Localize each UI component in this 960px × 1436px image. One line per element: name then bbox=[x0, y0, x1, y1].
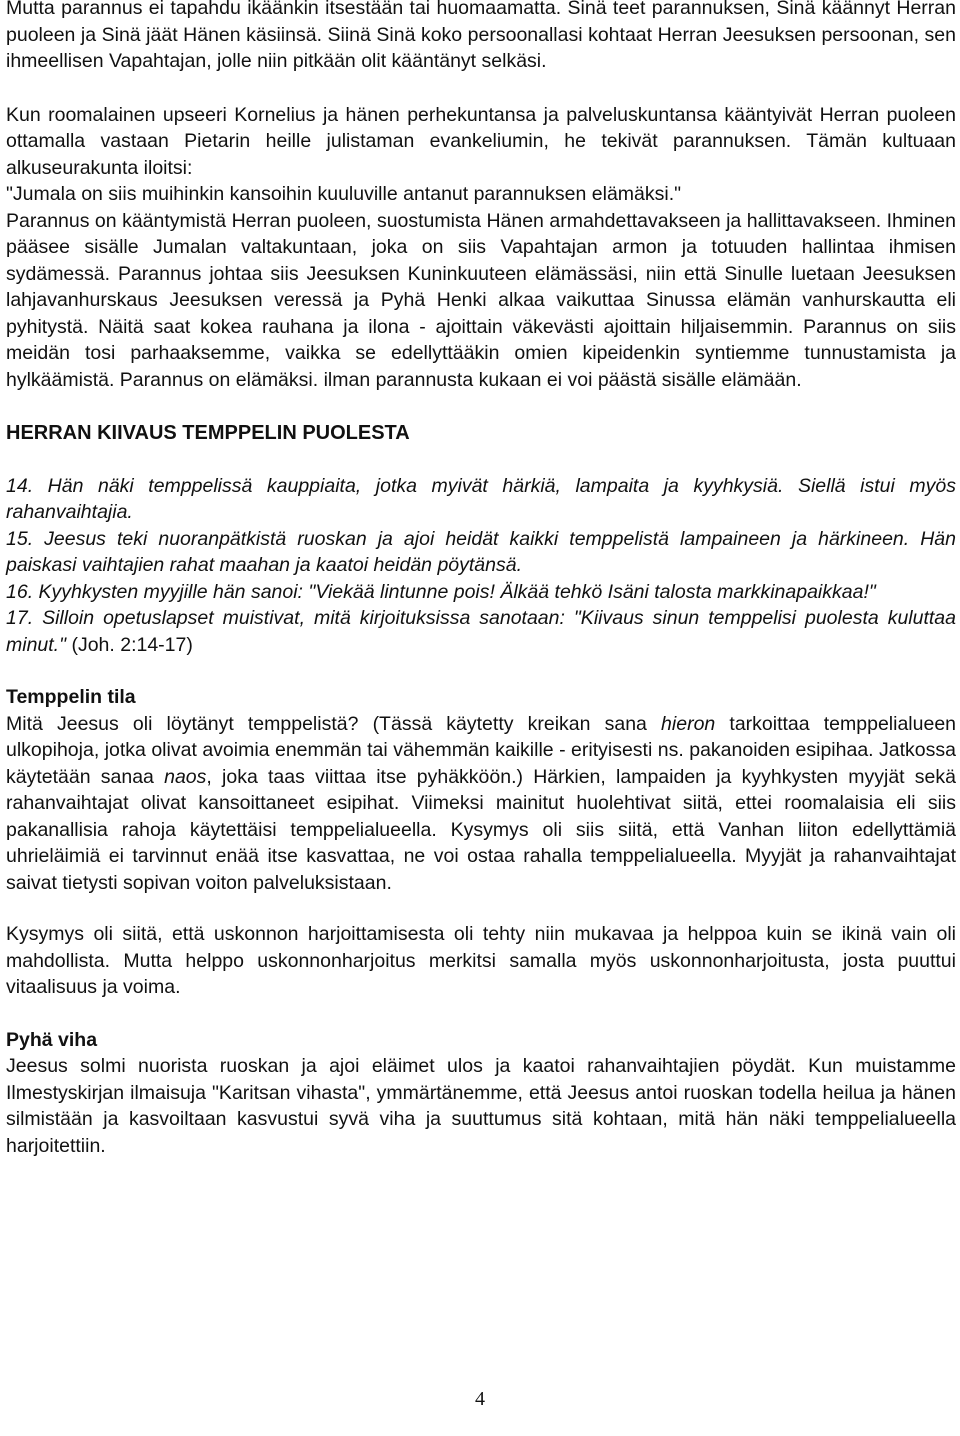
section-heading-temple-zeal: HERRAN KIIVAUS TEMPPELIN PUOLESTA bbox=[6, 422, 410, 444]
section-holy-wrath bbox=[6, 1027, 956, 1160]
scripture-reference: (Joh. 2:14-17) bbox=[71, 633, 193, 656]
quote-jumala: "Jumala on siis muihinkin kansoihin kuuluville antanut parannuksen elämäksi." bbox=[6, 183, 682, 205]
document-page bbox=[6, 0, 956, 1159]
section-temple-courts bbox=[6, 684, 956, 1001]
paragraph-cornelius bbox=[6, 102, 956, 394]
paragraph-easy-religion: Kysymys oli siitä, että uskonnon harjoittamisesta oli tehty niin mukavaa ja helppoa kuin se ikinä vain oli mahdollista. Mutta helppo uskonnonharjoitus merkitsi samalla myös uskonnonharjoitusta, josta puuttui vitaalisuus ja voima. bbox=[6, 923, 956, 998]
subheading-holy-wrath: Pyhä viha bbox=[6, 1028, 98, 1051]
verse-14: 14. Hän näki temppelissä kauppiaita, jotka myivät härkiä, lampaita ja kyyhkysiä. Siellä istui myös rahanvaihtajia. bbox=[6, 474, 956, 523]
verse-16: 16. Kyyhkysten myyjille hän sanoi: "Viekää lintunne pois! Älkää tehkö Isäni talosta markkinapaikkaa!" bbox=[6, 580, 876, 603]
term-hieron: hieron bbox=[661, 712, 716, 735]
paragraph-repentance-meaning: Parannus on kääntymistä Herran puoleen, suostumista Hänen armahdettavakseen ja hallittavakseen. Ihminen pääsee sisälle Jumalan valtakuntaan, joka on siis Vapahtajan armon ja totuuden hallintaa ihmisen sydämessä. Parannus johtaa siis Jeesuksen Kuninkuuteen elämässäsi, niin että Sinulle luetaan Jeesuksen lahjavanhurskaus Jeesuksen veressä ja Pyhä Henki alkaa vaikuttaa Sinussa elämän vanhurskautta eli pyhitystä. Näitä saat kokea rauhana ja ilona - ajoittain väkevästi ajoittain hiljaisemmin. Parannus on siis meidän tosi parhaaksemme, vaikka se edellyttääkin omien kipeidenkin syntiemme tunnustamista ja hylkäämistä. Parannus on elämäksi. ilman parannusta kukaan ei voi päästä sisälle elämään. bbox=[6, 209, 956, 391]
page-number: 4 bbox=[475, 1388, 485, 1410]
subheading-temple-courts: Temppelin tila bbox=[6, 686, 136, 708]
paragraph-temple-courts: Mitä Jeesus oli löytänyt temppelistä? (Tässä käytetty kreikan sana hieron tarkoittaa temppelialueen ulkopihoja, jotka olivat avoimia enemmän tai vähemmän kaikille - erityisesti ns. pakanoiden esipihaa. Jatkossa käytetään sanaa naos, joka taas viittaa itse pyhäkköön.) Härkien, lampaiden ja kyyhkysten myyjät sekä rahanvaihtajat olivat kansoittaneet esipihat. Viimeksi mainitut huolehtivat siitä, ettei roomalaisia eli siis pakanallisia rahoja käytettäisi temppelialueella. Kysymys oli siis siitä, että Vanhan liiton edellyttämiä uhrieläimiä ei tarvinnut enää itse kasvattaa, ne voi ostaa rahalla temppelialueella. Myyjät ja rahanvaihtajat saivat tietysti sopivan voiton palveluksistaan. bbox=[6, 712, 957, 894]
verse-17 bbox=[6, 605, 956, 658]
term-naos: naos bbox=[164, 765, 207, 788]
verse-15: 15. Jeesus teki nuoranpätkistä ruoskan ja ajoi heidät kaikki temppelistä lampaineen ja härkineen. Hän paiskasi vaihtajien rahat maahan ja kaatoi heidän pöytänsä. bbox=[6, 527, 956, 576]
paragraph-repentance-intro: Mutta parannus ei tapahdu ikäänkin itsestään tai huomaamatta. Sinä teet parannuksen, Sinä käännyt Herran puoleen ja Sinä jäät Hänen käsiinsä. Siinä Sinä koko persoonallasi kohtaat Herran Jeesuksen persoonan, sen ihmeellisen Vapahtajan, jolle niin pitkään olit kääntänyt selkäsi. bbox=[6, 0, 956, 72]
scripture-passage bbox=[6, 473, 956, 659]
paragraph-cornelius-text: Kun roomalainen upseeri Kornelius ja hänen perhekuntansa ja palveluskuntansa kääntyivät Herran puoleen ottamalla vastaan Pietarin heille julistaman evankeliumin, he tekivät parannuksen. Tämän kultuaan alkuseurakunta iloitsi: bbox=[6, 103, 956, 179]
verse-17-text: 17. Silloin opetuslapset muistivat, mitä kirjoituksissa sanotaan: "Kiivaus sinun temppelisi puolesta kuluttaa minut." bbox=[6, 607, 956, 656]
paragraph-holy-wrath: Jeesus solmi nuorista ruoskan ja ajoi eläimet ulos ja kaatoi rahanvaihtajien pöydät. Kun muistamme Ilmestyskirjan ilmaisuja "Karitsan vihasta", ymmärtänemme, että Jeesus antoi ruoskan todella heilua ja hänen silmistään ja kasvoiltaan kasvustui syvä viha ja suuttumus sitä kohtaan, mitä hän näki temppelialueella harjoitettiin. bbox=[6, 1055, 956, 1157]
